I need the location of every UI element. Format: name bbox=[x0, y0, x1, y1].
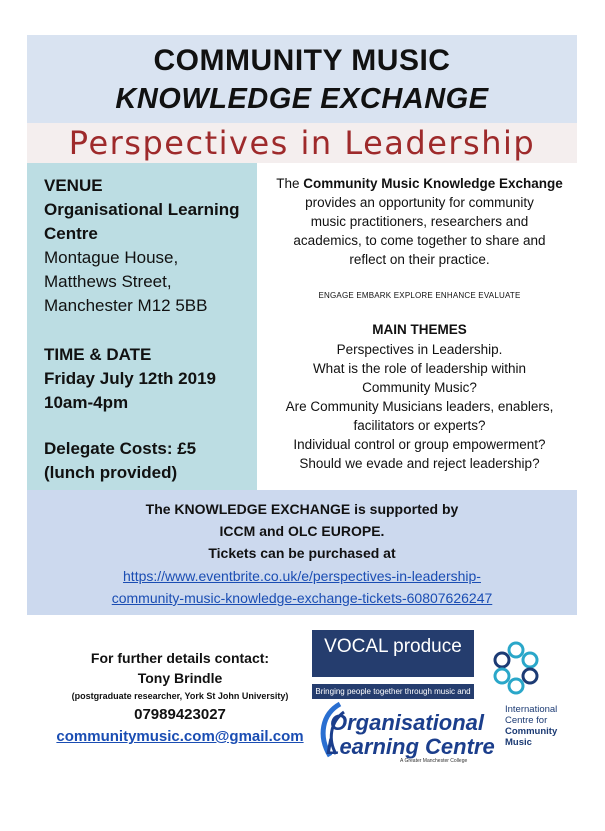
address-line-1: Montague House, bbox=[44, 248, 179, 267]
iccm-logo-icon bbox=[490, 640, 542, 696]
tagline: ENGAGE EMBARK EXPLORE ENHANCE EVALUATE bbox=[318, 291, 521, 300]
olc-logo-subtitle: A Greater Manchester College bbox=[400, 758, 468, 764]
contact-name: Tony Brindle bbox=[137, 670, 223, 686]
olc-logo-line-2: Learning Centre bbox=[326, 734, 495, 759]
contact-label: For further details contact: bbox=[90, 650, 270, 666]
support-line-2: ICCM and OLC EUROPE. bbox=[219, 523, 385, 539]
theme-line: Should we evade and reject leadership? bbox=[299, 456, 540, 471]
ticket-link-line-2[interactable]: community-music-knowledge-exchange-tickets-60807626247 bbox=[111, 590, 493, 606]
themes-label: MAIN THEMES bbox=[372, 322, 467, 337]
intro-line-5: reflect on their practice. bbox=[349, 252, 490, 267]
iccm-line-4: Music bbox=[505, 737, 532, 748]
support-line-3: Tickets can be purchased at bbox=[208, 545, 396, 561]
theme-line: Individual control or group empowerment? bbox=[293, 437, 546, 452]
vocal-produce-tagline: Bringing people together through music and song bbox=[312, 684, 474, 699]
time-date-label: TIME & DATE bbox=[44, 345, 152, 364]
delegate-cost: Delegate Costs: £5 bbox=[44, 439, 197, 458]
address-line-2: Matthews Street, bbox=[44, 272, 172, 291]
theme-line: What is the role of leadership within bbox=[312, 361, 527, 376]
iccm-logo-text bbox=[505, 704, 600, 748]
venue-label: VENUE bbox=[44, 176, 103, 195]
theme-line: Community Music? bbox=[362, 380, 477, 395]
intro-line-4: academics, to come together to share and bbox=[293, 233, 546, 248]
contact-email-link[interactable]: communitymusic.com@gmail.com bbox=[56, 728, 304, 745]
contact-phone: 07989423027 bbox=[134, 706, 226, 723]
event-banner-title: Perspectives in Leadership bbox=[68, 124, 536, 162]
event-time: 10am-4pm bbox=[44, 393, 129, 412]
intro-org-name: Community Music Knowledge Exchange bbox=[303, 176, 563, 191]
vocal-produce-title: VOCAL produce bbox=[324, 636, 462, 657]
theme-line: facilitators or experts? bbox=[353, 418, 486, 433]
theme-line: Are Community Musicians leaders, enablers, bbox=[285, 399, 554, 414]
olc-logo-line-1: Organisational bbox=[330, 710, 485, 735]
venue-name-line-2: Centre bbox=[44, 224, 98, 243]
support-line-1: The KNOWLEDGE EXCHANGE is supported by bbox=[145, 501, 459, 517]
theme-line: Perspectives in Leadership. bbox=[336, 342, 503, 357]
venue-name-line-1: Organisational Learning bbox=[44, 200, 240, 219]
intro-line-3: music practitioners, researchers and bbox=[310, 214, 529, 229]
iccm-line-2: Centre for bbox=[505, 715, 548, 726]
address-line-3: Manchester M12 5BB bbox=[44, 296, 208, 315]
contact-role: (postgraduate researcher, York St John University) bbox=[71, 691, 289, 701]
event-date: Friday July 12th 2019 bbox=[44, 369, 216, 388]
ticket-link-line-1[interactable]: https://www.eventbrite.co.uk/e/perspectives-in-leadership- bbox=[123, 568, 481, 584]
page-subtitle: KNOWLEDGE EXCHANGE bbox=[115, 83, 489, 115]
page-title: COMMUNITY MUSIC bbox=[153, 44, 451, 77]
intro-line-2: provides an opportunity for community bbox=[305, 195, 534, 210]
iccm-line-3: Community bbox=[505, 726, 558, 737]
iccm-line-1: International bbox=[505, 704, 558, 715]
cost-note: (lunch provided) bbox=[44, 463, 178, 482]
intro-line-1: The Community Music Knowledge Exchange bbox=[276, 176, 563, 191]
